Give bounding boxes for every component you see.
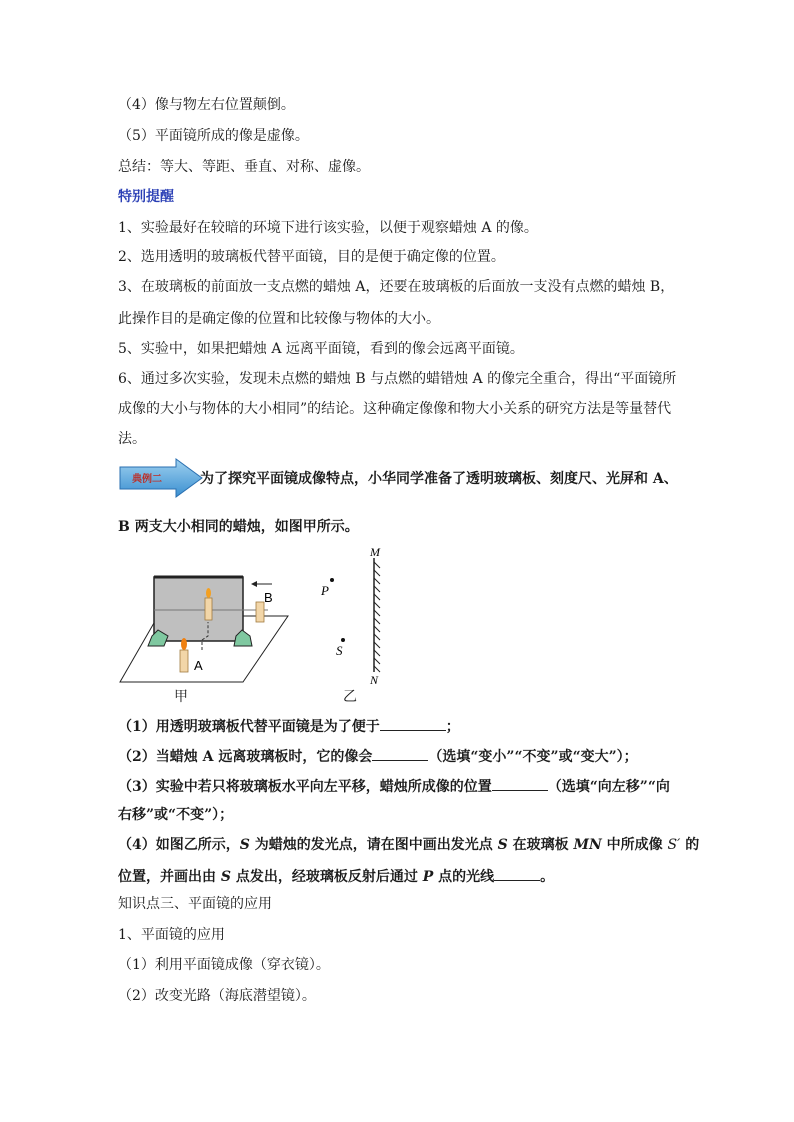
- reminder-item: 此操作目的是确定像的位置和比较像与物体的大小。: [118, 311, 440, 327]
- reminder-item: 1、实验最好在较暗的环境下进行该实验，以便于观察蜡烛 A 的像。: [118, 220, 538, 236]
- question-4: （4）如图乙所示，S 为蜡烛的发光点，请在图中画出发光点 S 在玻璃板 MN 中所成像 S′ 的: [118, 837, 700, 853]
- candle-a: [180, 650, 188, 672]
- question-3: （3）实验中若只将玻璃板水平向左平移，蜡烛所成像的位置 （选填“向左移”“向: [118, 776, 670, 796]
- candle-b: [256, 602, 264, 622]
- section-heading: 知识点三、平面镜的应用: [118, 896, 272, 912]
- point-s-label: S: [336, 643, 343, 658]
- reminder-heading: 特别提醒: [118, 189, 174, 205]
- answer-blank[interactable]: [494, 866, 540, 881]
- glass-plate: [154, 577, 243, 641]
- text-line: （4）像与物左右位置颠倒。: [118, 97, 295, 113]
- figure-jia-label: 甲: [174, 689, 188, 705]
- reminder-item: 6、通过多次实验，发现未点燃的蜡烛 B 与点燃的蜡错烛 A 的像完全重合，得出“平面镜所: [118, 371, 677, 387]
- candle-a-label: A: [194, 658, 203, 673]
- question-1: （1）用透明玻璃板代替平面镜是为了便于 ；: [118, 716, 460, 736]
- figure-yi-label: 乙: [343, 689, 357, 705]
- text-line: 总结：等大、等距、垂直、对称、虚像。: [118, 159, 370, 175]
- example-question-line: B 两支大小相同的蜡烛，如图甲所示。: [118, 519, 359, 535]
- reminder-item: 3、在玻璃板的前面放一支点燃的蜡烛 A，还要在玻璃板的后面放一支没有点燃的蜡烛 B，: [118, 279, 675, 295]
- text-line: （2）改变光路（海底潜望镜）。: [118, 988, 316, 1004]
- figure-jia: [118, 560, 298, 710]
- question-2: （2）当蜡烛 A 远离玻璃板时，它的像会 （选填“变小”“不变”或“变大”）；: [118, 746, 638, 766]
- reminder-item: 法。: [118, 431, 146, 447]
- candle-b-label: B: [264, 590, 273, 605]
- example-question-line: 为了探究平面镜成像特点，小华同学准备了透明玻璃板、刻度尺、光屏和 A、: [200, 471, 678, 487]
- arrow-left-icon: [251, 581, 257, 587]
- mirror-top-label: M: [370, 545, 380, 559]
- mirror-bottom-label: N: [370, 673, 379, 687]
- point-p-label: P: [321, 583, 329, 598]
- reminder-item: 成像的大小与物体的大小相同”的结论。这种确定像像和物大小关系的研究方法是等量替代: [118, 401, 672, 417]
- answer-blank[interactable]: [492, 776, 548, 791]
- reminder-item: 2、选用透明的玻璃板代替平面镜，目的是便于确定像的位置。: [118, 249, 505, 265]
- answer-blank[interactable]: [380, 716, 446, 731]
- text-line: （5）平面镜所成的像是虚像。: [118, 128, 309, 144]
- example-badge-arrow-icon: [118, 457, 203, 499]
- point-s: [341, 638, 345, 642]
- reminder-item: 5、实验中，如果把蜡烛 A 远离平面镜，看到的像会远离平面镜。: [118, 341, 524, 357]
- text-line: 1、平面镜的应用: [118, 927, 225, 943]
- question-3-cont: 右移”或“不变”）；: [118, 807, 234, 823]
- point-p: [330, 578, 334, 582]
- figure-yi: [310, 540, 390, 690]
- example-badge-label: 典例二: [132, 474, 162, 485]
- answer-blank[interactable]: [372, 746, 428, 761]
- text-line: （1）利用平面镜成像（穿衣镜）。: [118, 957, 330, 973]
- question-4-cont: 位置，并画出由 S 点发出，经玻璃板反射后通过 P 点的光线 。: [118, 866, 554, 886]
